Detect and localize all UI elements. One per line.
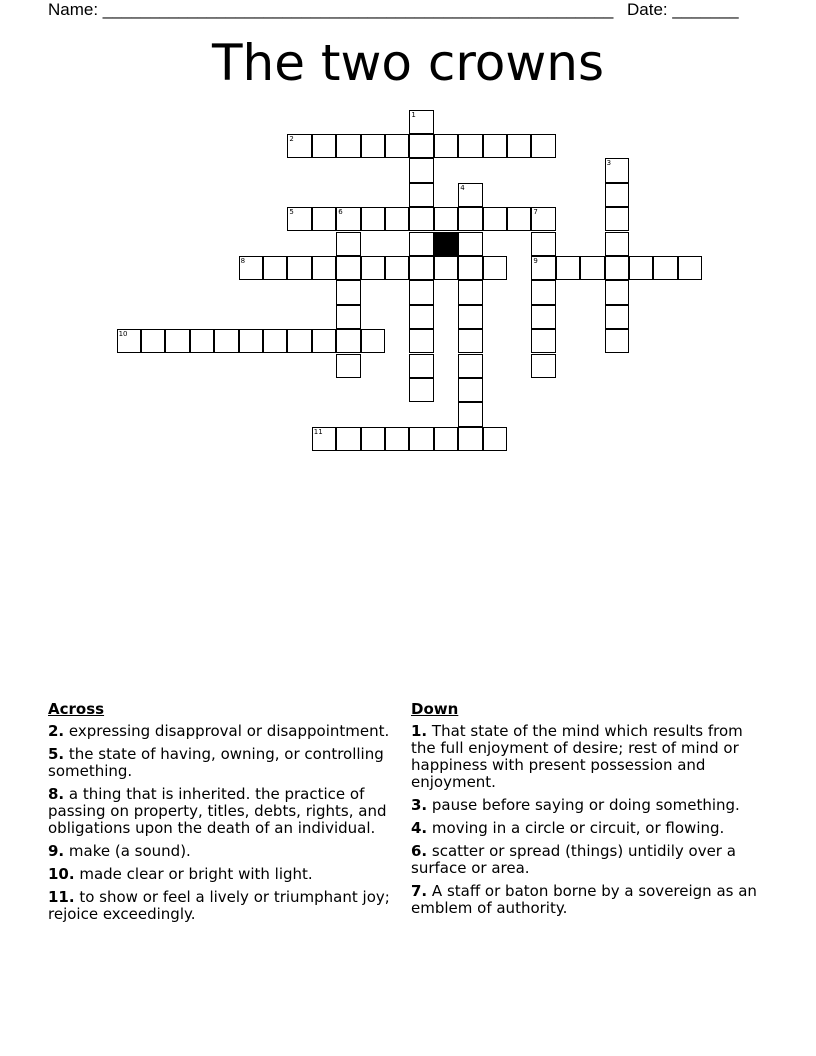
clue-number-label: 7 — [533, 208, 538, 217]
clue-number-label: 6 — [338, 208, 343, 217]
crossword-cell[interactable] — [336, 207, 360, 231]
crossword-cell[interactable] — [605, 232, 629, 256]
crossword-cell[interactable] — [678, 256, 702, 280]
crossword-cell[interactable] — [336, 280, 360, 304]
crossword-cell[interactable] — [531, 354, 555, 378]
crossword-cell[interactable] — [458, 378, 482, 402]
crossword-cell[interactable] — [287, 134, 311, 158]
crossword-cell[interactable] — [361, 256, 385, 280]
clue-number: 6. — [411, 842, 428, 860]
crossword-cell[interactable] — [409, 183, 433, 207]
crossword-cell[interactable] — [531, 207, 555, 231]
clue-text: the state of having, owning, or controlling something. — [48, 745, 384, 780]
crossword-cell[interactable] — [507, 134, 531, 158]
crossword-cell[interactable] — [361, 427, 385, 451]
date-line: Date: _______ — [627, 0, 739, 19]
crossword-cell[interactable] — [287, 207, 311, 231]
clue-number-label: 5 — [289, 208, 294, 217]
across-clue — [48, 866, 404, 883]
crossword-cell[interactable] — [409, 329, 433, 353]
crossword-cell[interactable] — [605, 183, 629, 207]
crossword-cell[interactable] — [434, 427, 458, 451]
down-clue — [411, 883, 757, 917]
clue-number-label: 10 — [118, 330, 128, 339]
crossword-cell[interactable] — [361, 134, 385, 158]
crossword-cell[interactable] — [605, 305, 629, 329]
crossword-cell[interactable] — [336, 134, 360, 158]
crossword-cell[interactable] — [531, 329, 555, 353]
crossword-cell[interactable] — [434, 207, 458, 231]
crossword-cell[interactable] — [336, 354, 360, 378]
down-clue — [411, 820, 757, 837]
clue-number: 2. — [48, 722, 65, 740]
crossword-cell[interactable] — [531, 256, 555, 280]
across-clue — [48, 889, 404, 923]
clue-text: make (a sound). — [64, 842, 191, 860]
crossword-cell[interactable] — [653, 256, 677, 280]
crossword-cell[interactable] — [409, 232, 433, 256]
crossword-cell[interactable] — [141, 329, 165, 353]
clue-text: scatter or spread (things) untidily over a surface or area. — [411, 842, 736, 877]
clue-number: 10. — [48, 865, 75, 883]
crossword-cell[interactable] — [312, 207, 336, 231]
across-clue — [48, 746, 404, 780]
down-clue — [411, 797, 757, 814]
crossword-cell[interactable] — [361, 207, 385, 231]
across-clue — [48, 723, 404, 740]
clue-number: 3. — [411, 796, 428, 814]
clue-text: pause before saying or doing something. — [427, 796, 740, 814]
crossword-cell[interactable] — [263, 329, 287, 353]
blocked-cell — [434, 232, 458, 256]
clue-number-label: 2 — [289, 134, 294, 143]
crossword-cell[interactable] — [214, 329, 238, 353]
clue-text: to show or feel a lively or triumphant joy; rejoice exceedingly. — [48, 888, 390, 923]
crossword-cell[interactable] — [605, 256, 629, 280]
clue-number: 1. — [411, 722, 428, 740]
clue-number: 11. — [48, 888, 75, 906]
crossword-cell[interactable] — [409, 305, 433, 329]
clue-text: a thing that is inherited. the practice of passing on property, titles, debts, rights, and obligations upon the death of an individual. — [48, 785, 387, 837]
crossword-cell[interactable] — [312, 134, 336, 158]
crossword-cell[interactable] — [458, 427, 482, 451]
down-clue — [411, 843, 757, 877]
crossword-cell[interactable] — [409, 207, 433, 231]
clue-text: A staff or baton borne by a sovereign as an emblem of authority. — [411, 882, 757, 917]
clue-text: expressing disapproval or disappointment. — [64, 722, 390, 740]
crossword-cell[interactable] — [458, 232, 482, 256]
clue-number: 4. — [411, 819, 428, 837]
crossword-cell[interactable] — [458, 305, 482, 329]
clue-number: 8. — [48, 785, 65, 803]
crossword-cell[interactable] — [483, 256, 507, 280]
crossword-cell[interactable] — [312, 256, 336, 280]
crossword-cell[interactable] — [336, 305, 360, 329]
crossword-grid — [0, 0, 816, 470]
clue-number-label: 4 — [460, 183, 465, 192]
clue-number-label: 11 — [313, 427, 323, 436]
crossword-cell[interactable] — [605, 158, 629, 182]
crossword-cell[interactable] — [287, 256, 311, 280]
down-clues — [411, 701, 757, 923]
crossword-cell[interactable] — [507, 207, 531, 231]
crossword-cell[interactable] — [531, 134, 555, 158]
crossword-cell[interactable] — [458, 256, 482, 280]
crossword-cell[interactable] — [531, 232, 555, 256]
crossword-cell[interactable] — [239, 256, 263, 280]
crossword-cell[interactable] — [385, 427, 409, 451]
clue-text: moving in a circle or circuit, or flowing. — [427, 819, 725, 837]
clue-number-label: 9 — [533, 256, 538, 265]
crossword-cell[interactable] — [287, 329, 311, 353]
clue-number: 7. — [411, 882, 428, 900]
crossword-cell[interactable] — [605, 207, 629, 231]
crossword-cell[interactable] — [531, 280, 555, 304]
crossword-cell[interactable] — [434, 256, 458, 280]
crossword-cell[interactable] — [312, 329, 336, 353]
crossword-cell[interactable] — [458, 354, 482, 378]
crossword-cell[interactable] — [409, 110, 433, 134]
crossword-cell[interactable] — [483, 207, 507, 231]
page-title: The two crowns — [211, 34, 605, 92]
crossword-cell[interactable] — [385, 256, 409, 280]
crossword-cell[interactable] — [458, 329, 482, 353]
crossword-cell[interactable] — [458, 134, 482, 158]
crossword-cell[interactable] — [409, 280, 433, 304]
crossword-cell[interactable] — [190, 329, 214, 353]
clue-text: That state of the mind which results from the full enjoyment of desire; rest of mind or happiness with present possession and enjoyment. — [411, 722, 743, 791]
down-clue — [411, 723, 757, 791]
clue-number: 9. — [48, 842, 65, 860]
crossword-cell[interactable] — [336, 256, 360, 280]
crossword-cell[interactable] — [165, 329, 189, 353]
crossword-cell[interactable] — [409, 134, 433, 158]
crossword-cell[interactable] — [605, 329, 629, 353]
crossword-cell[interactable] — [409, 256, 433, 280]
across-clue — [48, 843, 404, 860]
crossword-cell[interactable] — [409, 427, 433, 451]
crossword-cell[interactable] — [336, 232, 360, 256]
crossword-cell[interactable] — [361, 329, 385, 353]
crossword-cell[interactable] — [483, 134, 507, 158]
crossword-cell[interactable] — [409, 378, 433, 402]
crossword-cell[interactable] — [458, 207, 482, 231]
crossword-cell[interactable] — [458, 183, 482, 207]
crossword-cell[interactable] — [312, 427, 336, 451]
clue-number-label: 8 — [240, 256, 246, 265]
crossword-cell[interactable] — [239, 329, 263, 353]
crossword-cell[interactable] — [629, 256, 653, 280]
crossword-cell[interactable] — [556, 256, 580, 280]
crossword-cell[interactable] — [385, 207, 409, 231]
across-clue — [48, 786, 404, 837]
crossword-cell[interactable] — [263, 256, 287, 280]
crossword-cell[interactable] — [409, 158, 433, 182]
crossword-cell[interactable] — [409, 354, 433, 378]
clue-number-label: 3 — [606, 159, 612, 168]
clue-number: 5. — [48, 745, 65, 763]
crossword-cell[interactable] — [580, 256, 604, 280]
crossword-cell[interactable] — [531, 305, 555, 329]
crossword-cell[interactable] — [605, 280, 629, 304]
crossword-cell[interactable] — [385, 134, 409, 158]
down-heading: Down — [411, 700, 459, 718]
crossword-cell[interactable] — [458, 280, 482, 304]
crossword-cell[interactable] — [483, 427, 507, 451]
crossword-cell[interactable] — [117, 329, 141, 353]
clue-text: made clear or bright with light. — [74, 865, 313, 883]
crossword-cell[interactable] — [434, 134, 458, 158]
across-heading: Across — [48, 700, 105, 718]
crossword-cell[interactable] — [336, 427, 360, 451]
crossword-cell[interactable] — [458, 402, 482, 426]
across-clues — [48, 701, 404, 929]
crossword-cell[interactable] — [336, 329, 360, 353]
clue-number-label: 1 — [411, 110, 416, 119]
name-line: Name: ______________________________________________________ — [48, 0, 614, 19]
